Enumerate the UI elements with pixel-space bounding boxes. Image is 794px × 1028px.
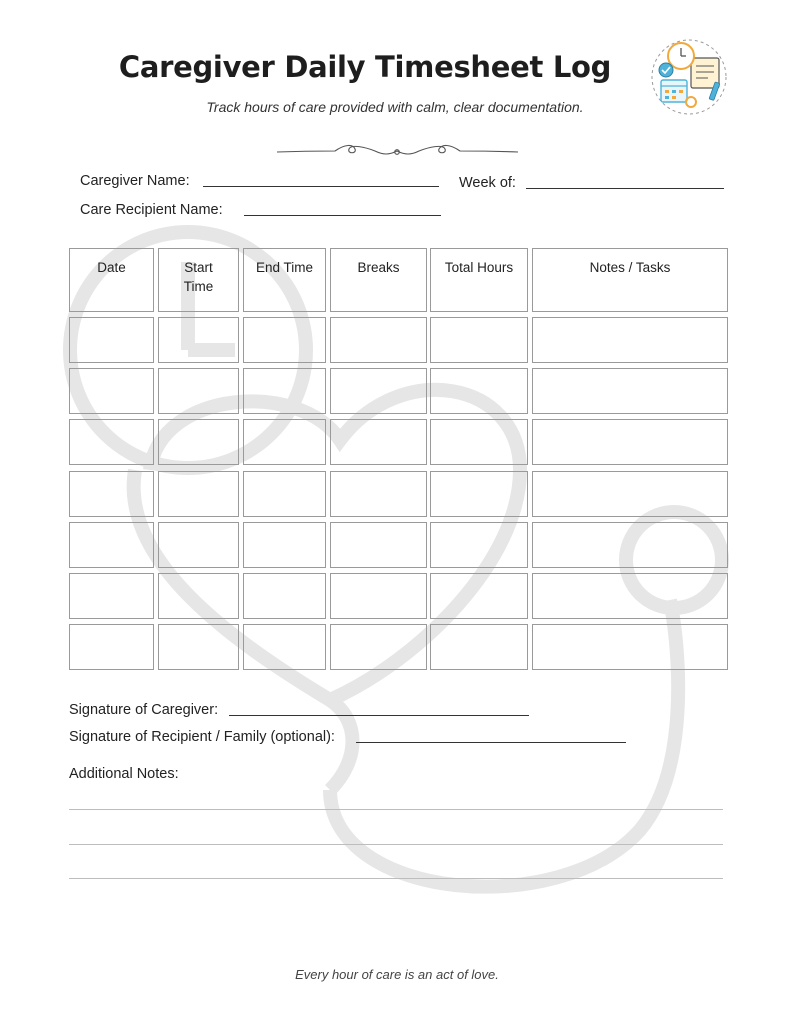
- table-cell-breaks[interactable]: [330, 317, 427, 363]
- table-cell-notes-tasks[interactable]: [532, 368, 728, 414]
- recipient-signature-label: Signature of Recipient / Family (optional):: [69, 729, 335, 745]
- table-cell-date[interactable]: [69, 471, 154, 517]
- page-title: Caregiver Daily Timesheet Log: [118, 50, 612, 84]
- column-header-end-time: End Time: [243, 248, 326, 312]
- table-cell-start-time[interactable]: [158, 522, 239, 568]
- table-cell-end-time[interactable]: [243, 471, 326, 517]
- table-cell-start-time[interactable]: [158, 317, 239, 363]
- table-cell-date[interactable]: [69, 624, 154, 670]
- care-recipient-name-field[interactable]: [244, 215, 441, 216]
- table-cell-notes-tasks[interactable]: [532, 522, 728, 568]
- column-header-date: Date: [69, 248, 154, 312]
- table-cell-end-time[interactable]: [243, 573, 326, 619]
- column-header-notes-tasks: Notes / Tasks: [532, 248, 728, 312]
- table-cell-date[interactable]: [69, 368, 154, 414]
- table-cell-start-time[interactable]: [158, 471, 239, 517]
- table-cell-notes-tasks[interactable]: [532, 419, 728, 465]
- table-cell-end-time[interactable]: [243, 624, 326, 670]
- table-cell-start-time[interactable]: [158, 573, 239, 619]
- table-cell-end-time[interactable]: [243, 368, 326, 414]
- notes-line[interactable]: [69, 844, 723, 845]
- care-recipient-name-label: Care Recipient Name:: [80, 202, 223, 218]
- caregiver-name-field[interactable]: [203, 186, 439, 187]
- table-cell-start-time[interactable]: [158, 624, 239, 670]
- table-cell-start-time[interactable]: [158, 419, 239, 465]
- table-cell-end-time[interactable]: [243, 522, 326, 568]
- table-cell-total-hours[interactable]: [430, 522, 528, 568]
- table-cell-end-time[interactable]: [243, 317, 326, 363]
- notes-line[interactable]: [69, 809, 723, 810]
- table-cell-start-time[interactable]: [158, 368, 239, 414]
- table-cell-total-hours[interactable]: [430, 471, 528, 517]
- table-cell-notes-tasks[interactable]: [532, 573, 728, 619]
- table-cell-breaks[interactable]: [330, 624, 427, 670]
- table-cell-date[interactable]: [69, 522, 154, 568]
- column-header-start-time: Start Time: [158, 248, 239, 312]
- table-cell-notes-tasks[interactable]: [532, 471, 728, 517]
- table-cell-notes-tasks[interactable]: [532, 317, 728, 363]
- table-cell-end-time[interactable]: [243, 419, 326, 465]
- table-cell-date[interactable]: [69, 317, 154, 363]
- footer-quote: Every hour of care is an act of love.: [295, 967, 499, 982]
- page-subtitle: Track hours of care provided with calm, clear documentation.: [206, 99, 584, 115]
- table-cell-breaks[interactable]: [330, 419, 427, 465]
- table-cell-total-hours[interactable]: [430, 573, 528, 619]
- week-of-label: Week of:: [459, 175, 516, 191]
- table-cell-total-hours[interactable]: [430, 368, 528, 414]
- table-cell-breaks[interactable]: [330, 573, 427, 619]
- table-cell-total-hours[interactable]: [430, 317, 528, 363]
- table-cell-breaks[interactable]: [330, 368, 427, 414]
- caregiver-name-label: Caregiver Name:: [80, 173, 190, 189]
- table-cell-breaks[interactable]: [330, 522, 427, 568]
- table-cell-total-hours[interactable]: [430, 624, 528, 670]
- table-cell-date[interactable]: [69, 573, 154, 619]
- column-header-total-hours: Total Hours: [430, 248, 528, 312]
- additional-notes-label: Additional Notes:: [69, 766, 179, 782]
- caregiver-signature-label: Signature of Caregiver:: [69, 702, 219, 718]
- clock-calendar-checklist-icon: [648, 36, 730, 118]
- table-cell-date[interactable]: [69, 419, 154, 465]
- column-header-breaks: Breaks: [330, 248, 427, 312]
- decorative-flourish-divider: [275, 139, 520, 161]
- table-cell-total-hours[interactable]: [430, 419, 528, 465]
- caregiver-signature-field[interactable]: [229, 715, 529, 716]
- week-of-field[interactable]: [526, 188, 724, 189]
- table-cell-notes-tasks[interactable]: [532, 624, 728, 670]
- table-cell-breaks[interactable]: [330, 471, 427, 517]
- recipient-signature-field[interactable]: [356, 742, 626, 743]
- notes-line[interactable]: [69, 878, 723, 879]
